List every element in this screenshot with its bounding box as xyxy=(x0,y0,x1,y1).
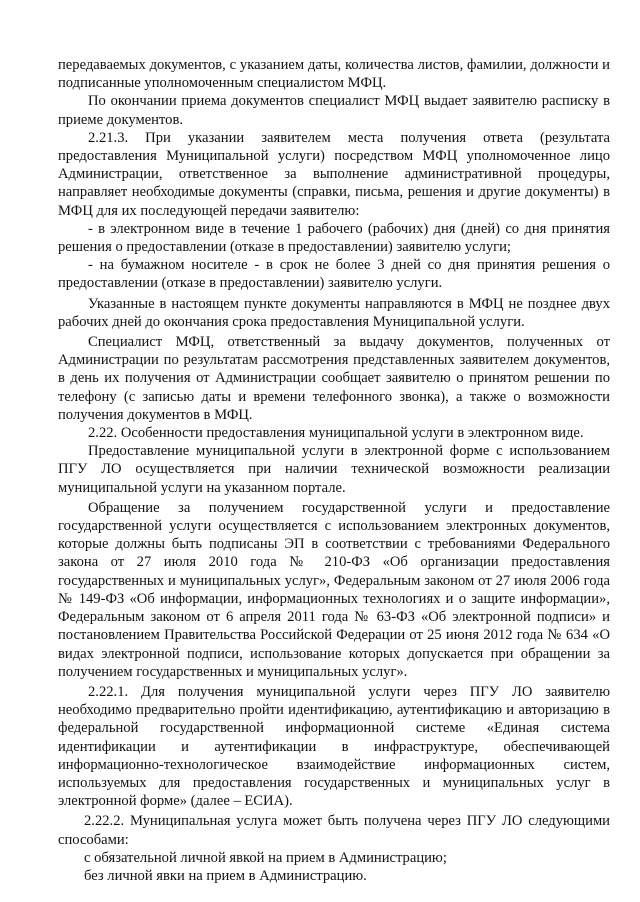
list-item-paper: - на бумажном носителе - в срок не более 3 дней со дня принятия решения о предоставлении (отказе в предоставлении) заявителю услуги. xyxy=(58,257,610,292)
list-item-without-visit: без личной явки на прием в Администрацию. xyxy=(84,867,367,884)
section-heading-2-22: 2.22. Особенности предоставления муниципальной услуги в электронном виде. xyxy=(88,425,584,442)
paragraph-documents-transfer: передаваемых документов, с указанием даты, количества листов, фамилии, должности и подписанные уполномоченным специалистом МФЦ. xyxy=(58,57,610,92)
paragraph-electronic-form: Предоставление муниципальной услуги в электронной форме с использованием ПГУ ЛО осуществляется при наличии технической возможности реализации муниципальной услуги на указанном портале. xyxy=(58,443,610,496)
paragraph-mfc-specialist: Специалист МФЦ, ответственный за выдачу документов, полученных от Администрации по результатам рассмотрения представленных заявителем документов, в день их получения от Администрации сообщает заявителю о принятом решении по телефону (с записью даты и времени телефонного звонка), а также о возможности получения документов в МФЦ. xyxy=(58,334,610,423)
document-page xyxy=(58,56,610,885)
paragraph-2-21-3: 2.21.3. При указании заявителем места получения ответа (результата предоставления Муниципальной услуги) посредством МФЦ уполномоченное лицо Администрации, ответственное за выполнение административной процедуры, направляет необходимые документы (справки, письма, решения и другие документы) в МФЦ для их последующей передачи заявителю: xyxy=(58,129,610,219)
paragraph-receipt: По окончании приема документов специалист МФЦ выдает заявителю расписку в приеме документов. xyxy=(58,93,610,128)
paragraph-electronic-documents: Обращение за получением государственной услуги и предоставление государственной услуги осуществляется с использованием электронных документов, которые должны быть подписаны ЭП в соответствии с требованиями Федерального закона от 27 июля 2010 года № 210-ФЗ «Об организации предоставления государственных и муниципальных услуг», Федеральным законом от 27 июля 2006 года № 149-ФЗ «Об информации, информационных технологиях и о защите информации», Федеральным законом от 6 апреля 2011 года № 63-ФЗ «Об электронной подписи» и постановлением Правительства Российской Федерации от 25 июня 2012 года № 634 «О видах электронной подписи, использование которых допускается при обращении за получением государственных и муниципальных услуг». xyxy=(58,499,610,680)
paragraph-deadline: Указанные в настоящем пункте документы направляются в МФЦ не позднее двух рабочих дней до окончания срока предоставления Муниципальной услуги. xyxy=(58,295,610,330)
paragraph-2-22-1: 2.22.1. Для получения муниципальной услуги через ПГУ ЛО заявителю необходимо предварительно пройти идентификацию, аутентификацию и авторизацию в федеральной государственной информационной системе «Единая система идентификации и аутентификации в инфраструктуре, обеспечивающей информационно-технологическое взаимодействие информационных систем, используемых для предоставления государственных и муниципальных услуг в электронной форме» (далее – ЕСИА). xyxy=(58,683,610,810)
list-item-electronic: - в электронном виде в течение 1 рабочего (рабочих) дня (дней) со дня принятия решения о предоставлении (отказе в предоставлении) заявителю услуги; xyxy=(58,220,610,256)
list-item-with-visit: с обязательной личной явкой на прием в Администрацию; xyxy=(84,849,447,866)
paragraph-2-22-2: 2.22.2. Муниципальная услуга может быть получена через ПГУ ЛО следующими способами: xyxy=(58,813,610,848)
